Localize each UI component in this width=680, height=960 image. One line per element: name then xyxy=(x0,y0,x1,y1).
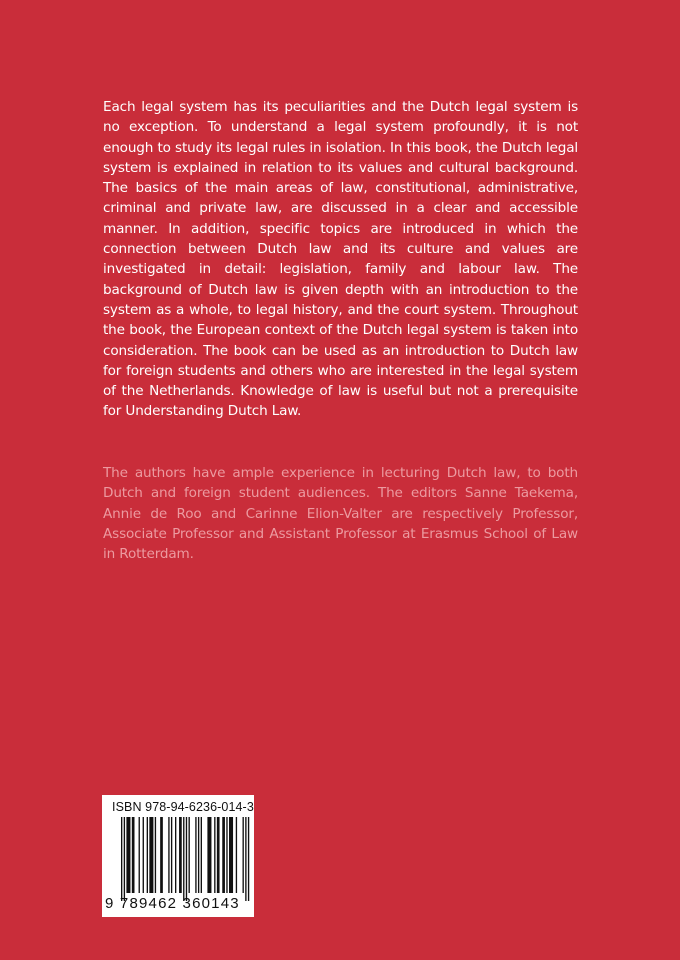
barcode-bar xyxy=(126,817,130,893)
barcode-bar xyxy=(121,817,122,901)
isbn-label: ISBN 978-94-6236-014-3 xyxy=(112,800,254,814)
barcode-panel xyxy=(102,795,254,917)
barcode-bar xyxy=(214,817,215,893)
authors-note: The authors have ample experience in lecturing Dutch law, to both Dutch and foreign student audiences. The editors Sanne Taekema, Annie de Roo and Carinne Elion-Valter are respectively Professor, Associate Professor and Assistant Professor at Erasmus School of Law in Rotterdam. xyxy=(103,465,578,563)
barcode-bar xyxy=(248,817,249,901)
barcode-digits: 9 789462 360143 xyxy=(105,895,240,912)
barcode-bar xyxy=(149,817,153,893)
barcode-bar xyxy=(195,817,196,893)
barcode-bar xyxy=(160,817,163,893)
barcode-bar xyxy=(155,817,156,893)
barcode-bar xyxy=(186,817,187,901)
barcode-bar xyxy=(132,817,135,893)
barcode-bar xyxy=(201,817,202,893)
barcode-bar xyxy=(207,817,211,893)
barcode-bar xyxy=(229,817,233,893)
barcode-bar xyxy=(226,817,227,893)
barcode-bar xyxy=(217,817,220,893)
barcode-bar xyxy=(147,817,148,893)
barcode-bar xyxy=(189,817,190,893)
barcode-bar xyxy=(222,817,225,893)
barcode-bar xyxy=(171,817,172,893)
barcode-bar xyxy=(243,817,244,893)
barcode-bar xyxy=(183,817,184,901)
barcode-bar xyxy=(143,817,144,893)
barcode-bar xyxy=(168,817,169,893)
barcode-bar xyxy=(236,817,237,893)
barcode-bar xyxy=(175,817,176,893)
barcode-bar xyxy=(139,817,140,893)
book-description: Each legal system has its peculiarities and the Dutch legal system is no exception. To understand a legal system profoundly, it is not enough to study its legal rules in isolation. In this book, the Dutch legal system is explained in relation to its values and cultural background. The basics of the main areas of law, constitutional, administrative, criminal and private law, are discussed in a clear and accessible manner. In addition, specific topics are introduced in which the connection between Dutch law and its culture and values are investigated in detail: legislation, family and labour law. The background of Dutch law is given depth with an introduction to the system as a whole, to legal history, and the court system. Throughout the book, the European context of the Dutch legal system is taken into consideration. The book can be used as an introduction to Dutch law for foreign students and others who are interested in the legal system of the Netherlands. Knowledge of law is useful but not a prerequisite for Understanding Dutch Law. xyxy=(103,99,578,420)
barcode-bar xyxy=(179,817,182,893)
barcode-bar xyxy=(124,817,125,901)
barcode-bar xyxy=(245,817,246,901)
barcode-bar xyxy=(198,817,199,893)
